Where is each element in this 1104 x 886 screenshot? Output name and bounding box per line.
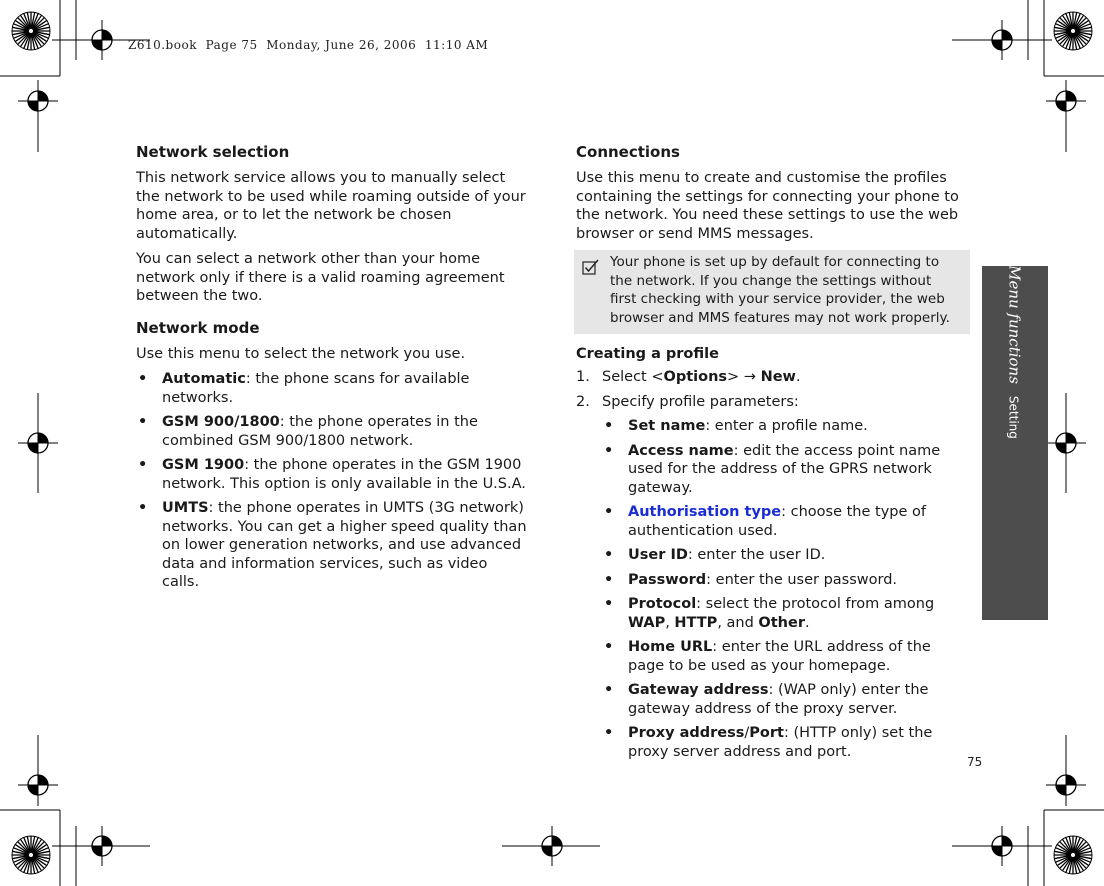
page-number: 75 (967, 755, 983, 769)
param-desc: : (HTTP only) set the proxy server address and port. (628, 725, 933, 760)
param-desc: : choose the type of authentication used. (628, 504, 927, 539)
list-item: • Protocol: select the protocol from among WAP, HTTP, and Other. (604, 596, 935, 631)
network-mode-intro: Use this menu to select the network you use. (136, 345, 466, 362)
step-number: 1. (576, 369, 590, 385)
list-item: • UMTS: the phone operates in UMTS (3G network) networks. You can get a higher speed quality than on lower generation networks, and use advanced data and information services, such as video calls. (138, 500, 527, 590)
param-term: Set name (628, 418, 706, 434)
param-term: Home URL (628, 639, 713, 655)
param-desc: : enter the user password. (706, 571, 898, 588)
param-desc: : enter a profile name. (705, 418, 868, 434)
connections-heading: Connections (576, 143, 680, 161)
step-number: 2. (576, 393, 590, 410)
step-text: > → (727, 369, 761, 385)
param-desc: : enter the URL address of the page to be used as your homepage. (628, 639, 931, 674)
network-selection-para2: You can select a network other than your home network only if there is a valid roaming agreement between the two. (136, 251, 505, 304)
separator: . (805, 614, 810, 631)
options-key: Options (663, 369, 728, 385)
option-term: GSM 900/1800 (162, 414, 280, 430)
param-desc: : edit the access point name used for the address of the GPRS network gateway. (628, 442, 941, 496)
list-item: • Authorisation type: choose the type of authentication used. (604, 504, 927, 539)
subsection-title: Setting (1006, 395, 1021, 439)
list-item: • Gateway address: (WAP only) enter the gateway address of the proxy server. (604, 682, 929, 717)
option-term: Automatic (162, 371, 246, 387)
list-item: • User ID: enter the user ID. (604, 547, 826, 563)
separator: , and (717, 614, 759, 631)
protocol-option: WAP (628, 614, 666, 631)
step-text: Select < (602, 369, 664, 385)
step-text: Specify profile parameters: (602, 393, 799, 410)
protocol-option: HTTP (674, 614, 718, 631)
param-desc: : select the protocol from among (696, 596, 935, 612)
param-desc: : enter the user ID. (687, 547, 826, 563)
list-item: • Password: enter the user password. (604, 571, 898, 588)
network-mode-list (136, 370, 528, 592)
option-desc: : the phone scans for available networks. (162, 371, 470, 406)
steps-list (576, 368, 970, 411)
note-check-icon (582, 259, 600, 275)
list-item: • Home URL: enter the URL address of the page to be used as your homepage. (604, 639, 931, 674)
list-item: • Automatic: the phone scans for available networks. (138, 371, 470, 406)
network-selection-para1: This network service allows you to manually select the network to be used while roaming outside of your home area, or to let the network be chosen automatically. (136, 170, 526, 242)
profile-params-list (576, 417, 970, 761)
note-box (574, 250, 970, 334)
right-column (576, 142, 970, 767)
section-title: Menu functions (1005, 265, 1024, 384)
param-desc: : (WAP only) enter the gateway address of the proxy server. (628, 682, 929, 717)
param-term: Port (749, 725, 784, 741)
connections-para: Use this menu to create and customise the profiles containing the settings for connecting your phone to the network. You need these settings to use the web browser or send MMS messages. (576, 170, 959, 242)
separator: / (744, 725, 750, 741)
param-term: Gateway address (628, 682, 769, 698)
step-item (576, 368, 970, 387)
list-item: • Access name: edit the access point name used for the address of the GPRS network gateway. (604, 442, 941, 496)
note-text: Your phone is set up by default for connecting to the network. If you change the settings without first checking with your service provider, the web browser and MMS features may not work properly. (610, 254, 950, 326)
side-tab-label (1006, 265, 1025, 439)
new-key: New (760, 369, 796, 385)
option-term: UMTS (162, 500, 209, 516)
list-item: • Proxy address/Port: (HTTP only) set the proxy server address and port. (604, 725, 933, 760)
list-item: • Set name: enter a profile name. (604, 418, 868, 434)
param-term: Password (628, 571, 707, 588)
list-item: • GSM 900/1800: the phone operates in the combined GSM 900/1800 network. (138, 414, 478, 449)
left-column (136, 142, 528, 598)
param-term: Proxy address (628, 725, 745, 741)
step-item (576, 393, 970, 412)
param-term: Authorisation type (628, 504, 782, 520)
option-desc: : the phone operates in the GSM 1900 network. This option is only available in the U.S.A. (162, 457, 526, 492)
step-text: . (795, 369, 801, 385)
option-desc: : the phone operates in UMTS (3G network) networks. You can get a higher speed quality than on lower generation networks, and use advanced data and information services, such as video calls. (162, 500, 527, 590)
creating-profile-heading: Creating a profile (576, 346, 719, 362)
param-term: Access name (628, 442, 734, 459)
option-term: GSM 1900 (162, 457, 245, 473)
param-term: Protocol (628, 596, 697, 612)
network-mode-heading: Network mode (136, 318, 260, 337)
protocol-option: Other (758, 614, 805, 631)
separator: , (665, 614, 675, 631)
print-header: Z610.book Page 75 Monday, June 26, 2006 11:10 AM (128, 38, 489, 52)
list-item: • GSM 1900: the phone operates in the GSM 1900 network. This option is only available in the U.S.A. (138, 457, 526, 492)
network-selection-heading: Network selection (136, 143, 290, 161)
param-term: User ID (628, 547, 688, 563)
option-desc: : the phone operates in the combined GSM 900/1800 network. (162, 414, 478, 449)
